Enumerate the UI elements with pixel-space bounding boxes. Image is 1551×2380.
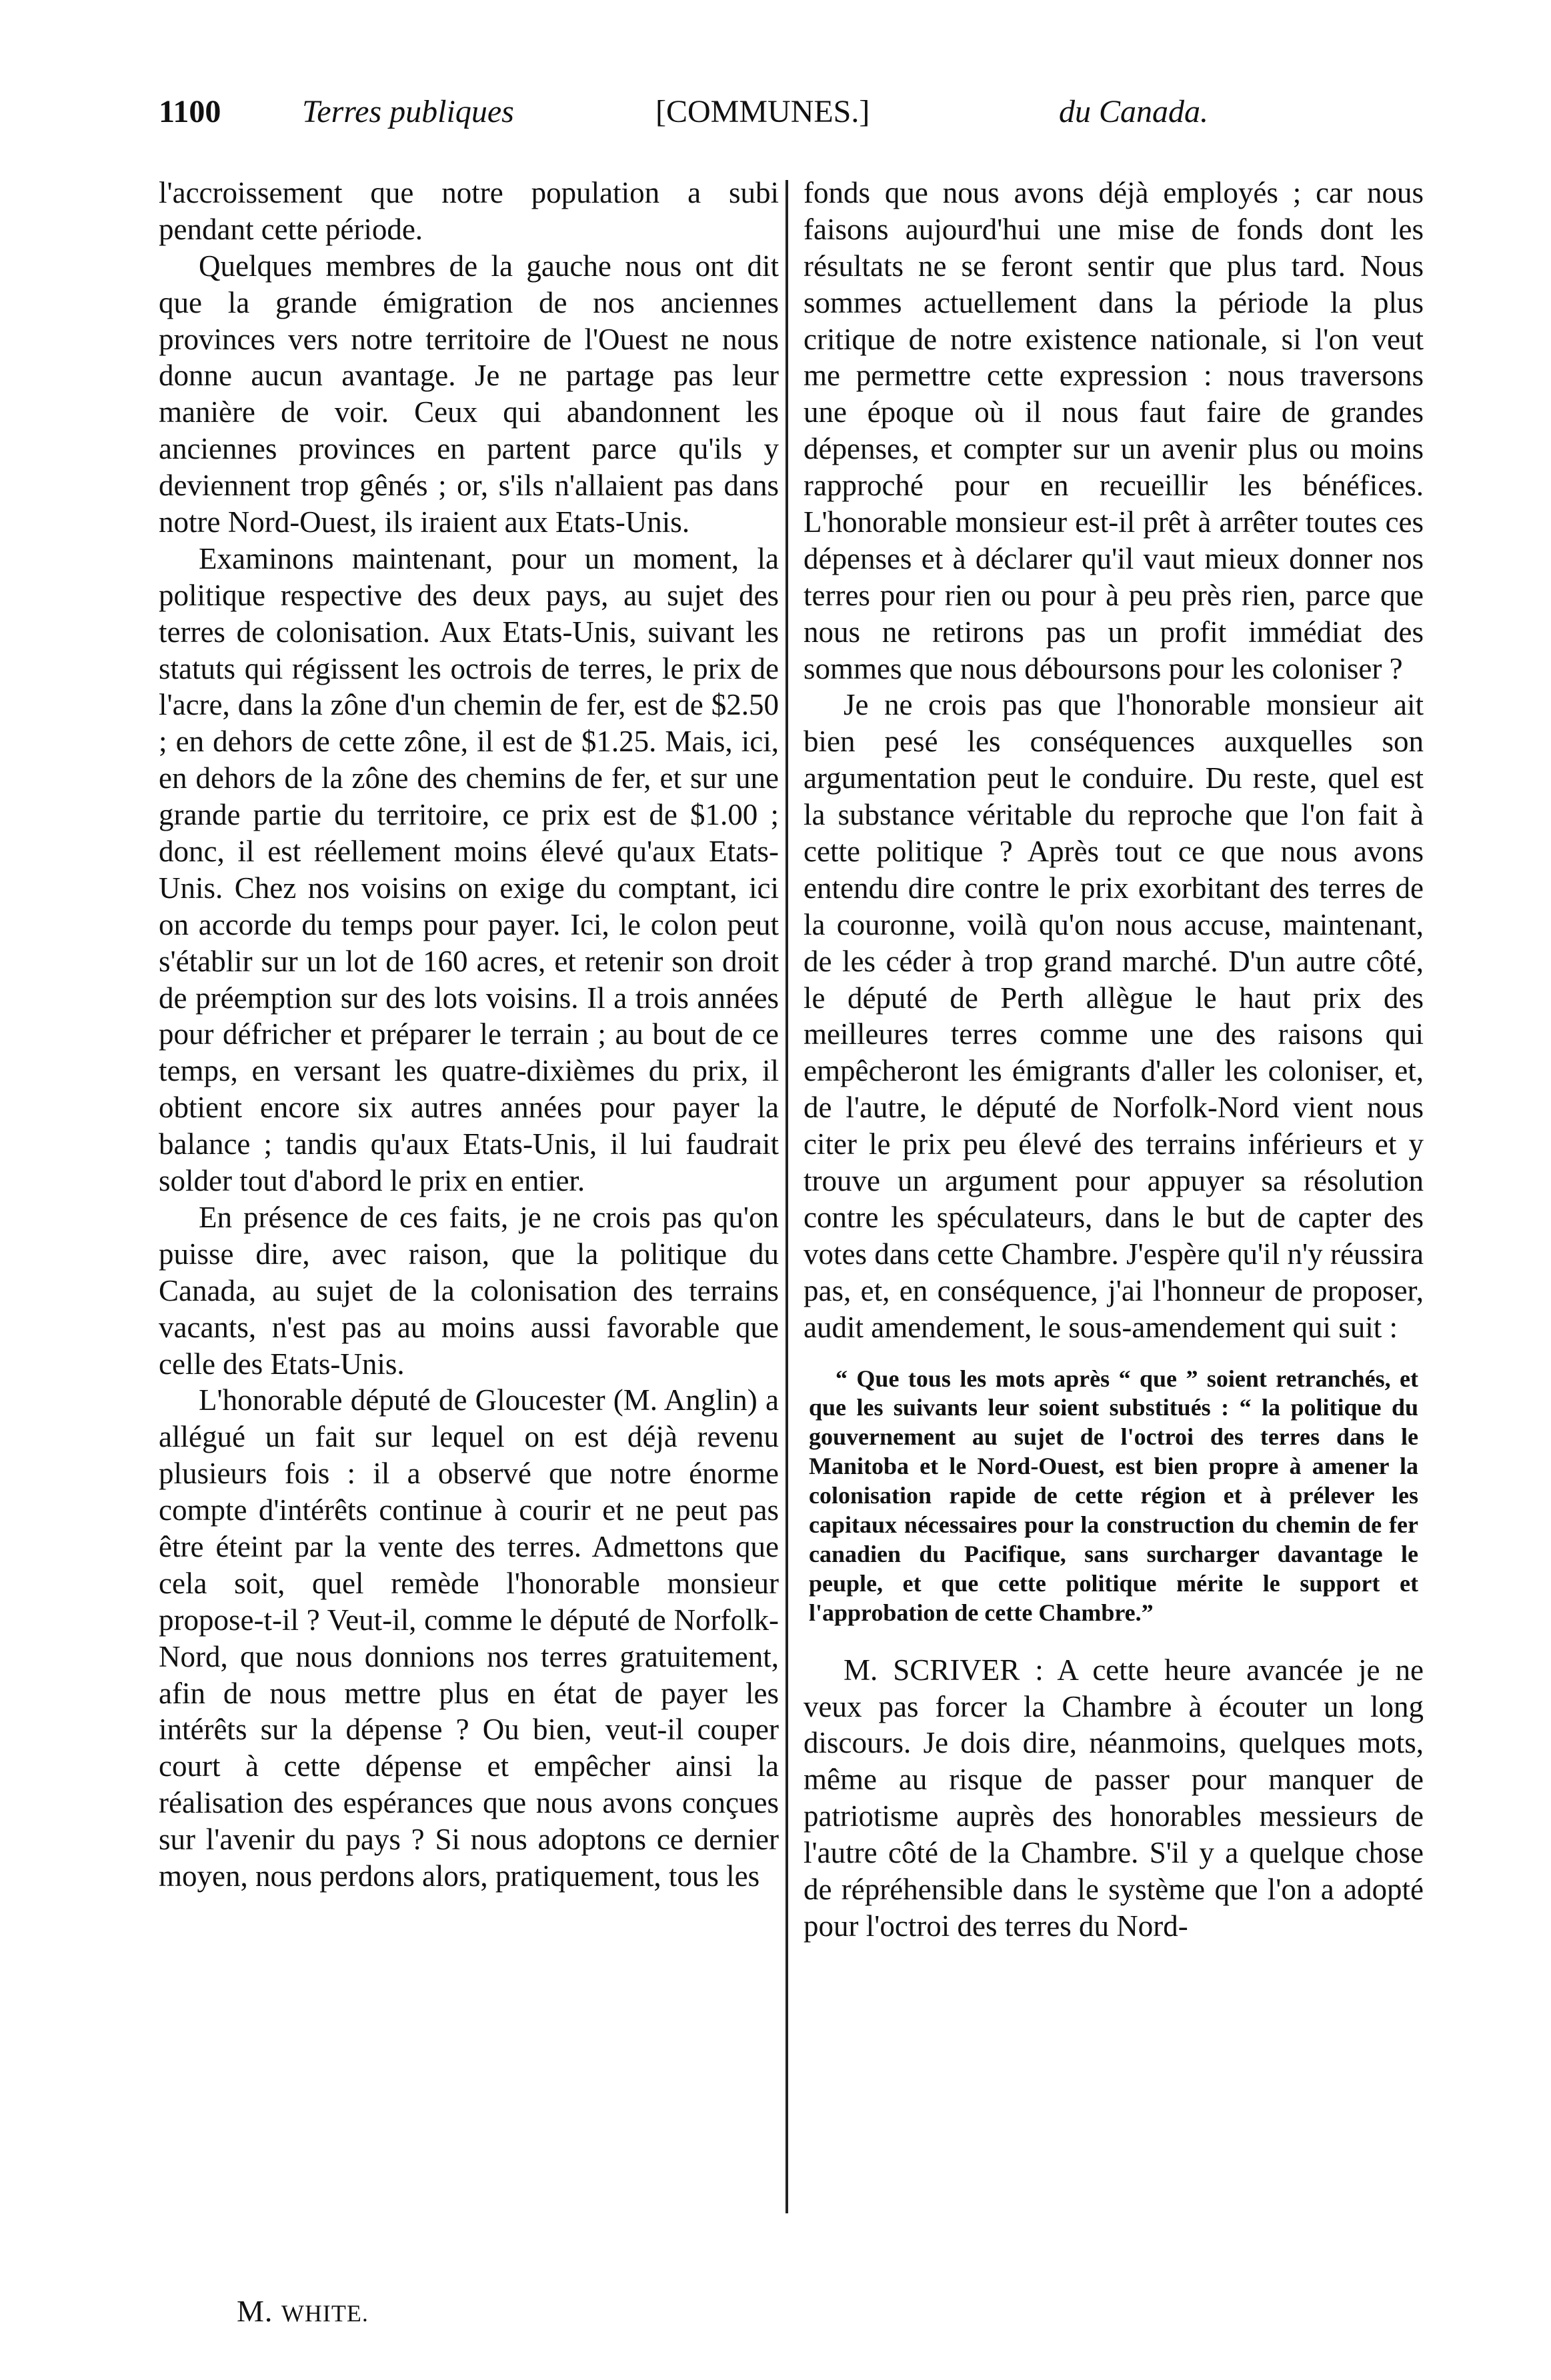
right-column xyxy=(804,175,1424,1945)
paragraph: Examinons maintenant, pour un moment, la politique respective des deux pays, au sujet des terres de colonisation. Aux Etats-Unis, suivant les statuts qui régissent les octrois de terres, le prix de l'acre, dans la zône d'un chemin de fer, est de $2.50 ; en dehors de cette zône, il est de $1.25. Mais, ici, en dehors de la zône des chemins de fer, et sur une grande partie du territoire, ce prix est de $1.00 ; donc, il est réellement moins élevé qu'aux Etats-Unis. Chez nos voisins on exige du comptant, ici on accorde du temps pour payer. Ici, le colon peut s'établir sur un lot de 160 acres, et retenir son droit de préemption sur des lots voisins. Il a trois années pour défricher et préparer le terrain ; au bout de ce temps, en versant les quatre-dixièmes du prix, il obtient encore six autres années pour payer la balance ; tandis qu'aux Etats-Unis, il lui faudrait solder tout d'abord le prix en entier. xyxy=(159,541,779,1198)
page-number: 1100 xyxy=(159,94,221,129)
paragraph: Quelques membres de la gauche nous ont dit que la grande émigration de nos anciennes provinces vers notre territoire de l'Ouest ne nous donne aucun avantage. Je ne partage pas leur manière de voir. Ceux qui abandonnent les anciennes provinces en partent parce qu'ils y deviennent trop gênés ; or, s'ils n'allaient pas dans notre Nord-Ouest, ils iraient aux Etats-Unis. xyxy=(159,249,779,539)
amendment-quote: “ Que tous les mots après “ que ” soient retranchés, et que les suivants leur soient substitués : “ la politique du gouvernement au sujet de l'octroi des terres dans le Manitoba et le Nord-Ouest, est bien propre à amener la colonisation rapide de cette région et à prélever les capitaux nécessaires pour la construction du chemin de fer canadien du Pacifique, sans surcharger davantage le peuple, et que cette politique mérite le support et l'approbation de cette Chambre.” xyxy=(809,1365,1418,1626)
left-column xyxy=(159,175,779,1895)
page-header xyxy=(159,93,1392,153)
speech-text: A cette heure avancée je ne veux pas forcer la Chambre à écouter un long discours. Je dois dire, néanmoins, quelques mots, même au risque de passer pour manquer de patriotisme auprès des honorables messieurs de l'autre côté de la Chambre. S'il y a quelque chose de répréhensible dans le système que l'on a adopté pour l'octroi des terres du Nord- xyxy=(804,1653,1424,1943)
running-title-left: Terres publiques xyxy=(302,94,514,129)
footer-name-text: WHITE. xyxy=(281,2300,369,2327)
paragraph: Je ne crois pas que l'honorable monsieur ait bien pesé les conséquences auxquelles son argumentation peut le conduire. Du reste, quel est la substance véritable du reproche que l'on fait à cette politique ? Après tout ce que nous avons entendu dire contre le prix exorbitant des terres de la couronne, voilà qu'on nous accuse, maintenant, de les céder à trop grand marché. D'un autre côté, le député de Perth allègue le haut prix des meilleures terres comme une des raisons qui empêcheront les émigrants d'aller les coloniser, et, de l'autre, le député de Norfolk-Nord vient nous citer le prix peu élevé des terrains inférieurs et y trouve un argument pour appuyer sa résolution contre les spéculateurs, dans le but de capter des votes dans cette Chambre. J'espère qu'il n'y réussira pas, et, en conséquence, j'ai l'honneur de proposer, audit amendement, le sous-amendement qui suit : xyxy=(804,688,1424,1344)
running-title-right: du Canada. xyxy=(1059,94,1209,129)
paragraph: L'honorable député de Gloucester (M. Anglin) a allégué un fait sur lequel on est déjà revenu plusieurs fois : il a observé que notre énorme compte d'intérêts continue à courir et ne peut pas être éteint par la vente des terres. Admettons que cela soit, quel remède l'honorable monsieur propose-t-il ? Veut-il, comme le député de Norfolk-Nord, que nous donnions nos terres gratuitement, afin de nous mettre plus en état de payer les intérêts sur la dépense ? Ou bien, veut-il couper court à cette dépense et empêcher ainsi la réalisation des espérances que nous avons conçues sur l'avenir du pays ? Si nous adoptons ce dernier moyen, nous perdons alors, pratiquement, tous les xyxy=(159,1383,779,1893)
paragraph: En présence de ces faits, je ne crois pas qu'on puisse dire, avec raison, que la politique du Canada, au sujet de la colonisation des terrains vacants, n'est pas au moins aussi favorable que celle des Etats-Unis. xyxy=(159,1200,779,1381)
running-title-center: [COMMUNES.] xyxy=(655,94,870,129)
column-divider xyxy=(786,180,788,2213)
paragraph: fonds que nous avons déjà employés ; car nous faisons aujourd'hui une mise de fonds dont les résultats ne se feront sentir que plus tard. Nous sommes actuellement dans la période la plus critique de notre existence nationale, si l'on veut me permettre cette expression : nous traversons une époque où il nous faut faire de grandes dépenses, et compter sur un avenir plus ou moins rapproché pour en recueillir les bénéfices. L'honorable monsieur est-il prêt à arrêter toutes ces dépenses et à déclarer qu'il vaut mieux donner nos terres pour rien ou pour à peu près rien, parce que nous ne retirons pas un profit immédiat des sommes que nous déboursons pour les coloniser ? xyxy=(804,176,1424,685)
speech-paragraph xyxy=(804,1652,1424,1945)
speaker-name: M. SCRIVER : xyxy=(844,1653,1044,1687)
paragraph: l'accroissement que notre population a subi pendant cette période. xyxy=(159,176,779,246)
footer-prefix: M. xyxy=(237,2294,273,2328)
footer-speaker xyxy=(237,2293,369,2329)
